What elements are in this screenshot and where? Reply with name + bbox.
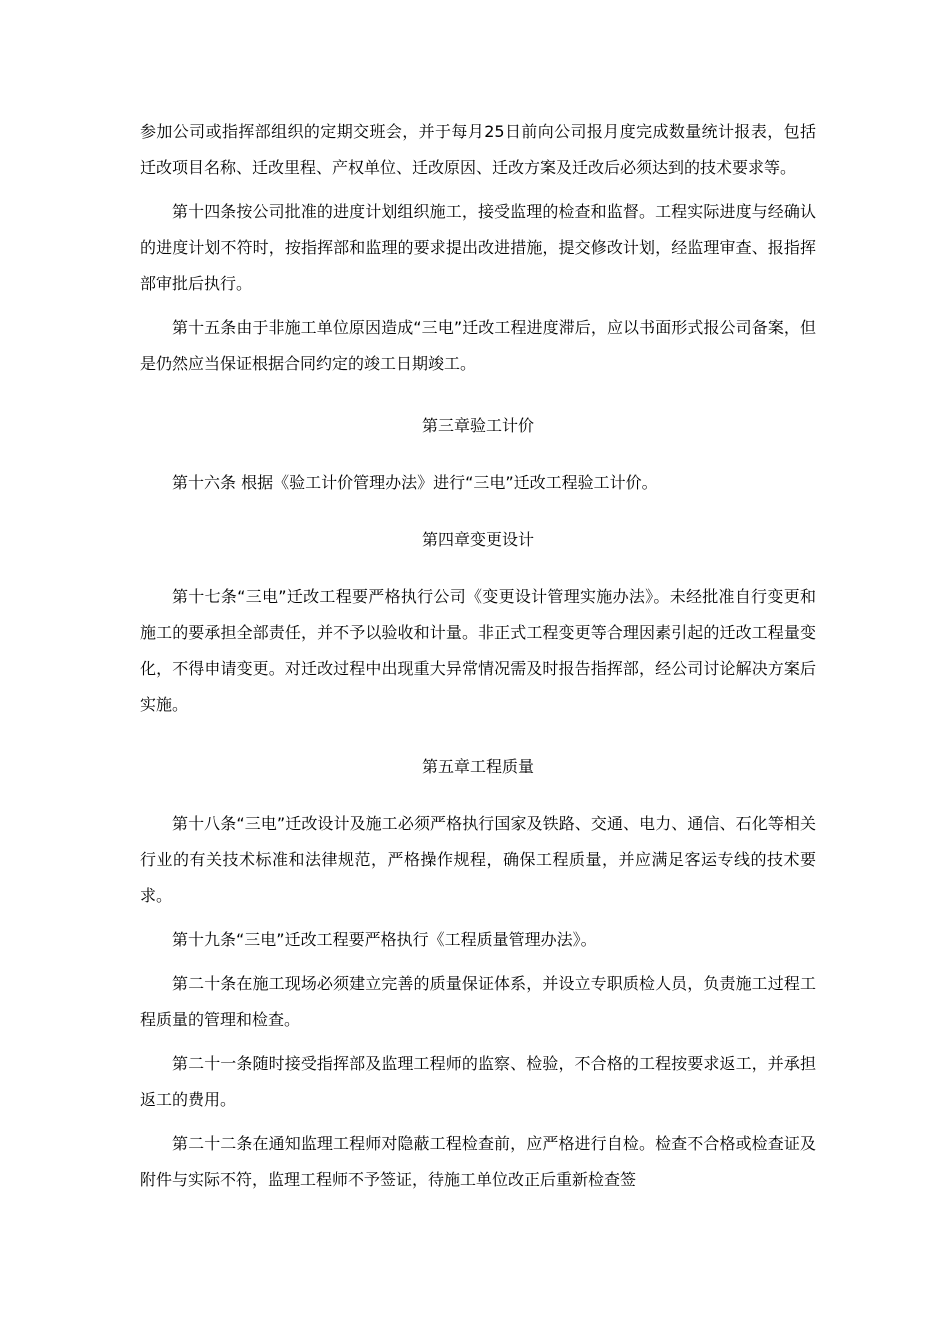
article-15: 第十五条由于非施工单位原因造成“三电”迁改工程进度滞后，应以书面形式报公司备案，但是仍然应当保证根据合同约定的竣工日期竣工。	[140, 318, 816, 373]
document-body	[140, 114, 816, 1198]
chapter-4-heading: 第四章变更设计	[421, 530, 534, 549]
article-16: 第十六条 根据《验工计价管理办法》进行“三电”迁改工程验工计价。	[172, 473, 658, 492]
paragraph-continuation: 参加公司或指挥部组织的定期交班会，并于每月25日前向公司报月度完成数量统计报表，包括迁改项目名称、迁改里程、产权单位、迁改原因、迁改方案及迁改后必须达到的技术要求等。	[140, 122, 816, 177]
spacer	[140, 501, 816, 522]
article-22: 第二十二条在通知监理工程师对隐蔽工程检查前，应严格进行自检。检查不合格或检查证及附件与实际不符，监理工程师不予签证，待施工单位改正后重新检查签	[140, 1134, 816, 1189]
spacer	[140, 1038, 816, 1046]
article-19: 第十九条“三电”迁改工程要严格执行《工程质量管理办法》。	[172, 930, 597, 949]
spacer	[140, 723, 816, 749]
article-14: 第十四条按公司批准的进度计划组织施工，接受监理的检查和监督。工程实际进度与经确认的进度计划不符时，按指挥部和监理的要求提出改进措施，提交修改计划，经监理审查、报指挥部审批后执行。	[140, 202, 816, 293]
spacer	[140, 958, 816, 966]
article-21: 第二十一条随时接受指挥部及监理工程师的监察、检验，不合格的工程按要求返工，并承担返工的费用。	[140, 1054, 816, 1109]
chapter-5-heading: 第五章工程质量	[421, 757, 534, 776]
spacer	[140, 1118, 816, 1126]
spacer	[140, 186, 816, 194]
article-17: 第十七条“三电”迁改工程要严格执行公司《变更设计管理实施办法》。未经批准自行变更和施工的要承担全部责任，并不予以验收和计量。非正式工程变更等合理因素引起的迁改工程量变化，不得申请变更。对迁改过程中出现重大异常情况需及时报告指挥部，经公司讨论解决方案后实施。	[140, 587, 816, 714]
spacer	[140, 558, 816, 579]
spacer	[140, 785, 816, 806]
spacer	[140, 444, 816, 465]
spacer	[140, 914, 816, 922]
spacer	[140, 382, 816, 408]
spacer	[140, 302, 816, 310]
chapter-3-heading: 第三章验工计价	[421, 416, 534, 435]
article-20: 第二十条在施工现场必须建立完善的质量保证体系，并设立专职质检人员，负责施工过程工程质量的管理和检查。	[140, 974, 816, 1029]
article-18: 第十八条“三电”迁改设计及施工必须严格执行国家及铁路、交通、电力、通信、石化等相关行业的有关技术标准和法律规范，严格操作规程，确保工程质量，并应满足客运专线的技术要求。	[140, 814, 816, 905]
